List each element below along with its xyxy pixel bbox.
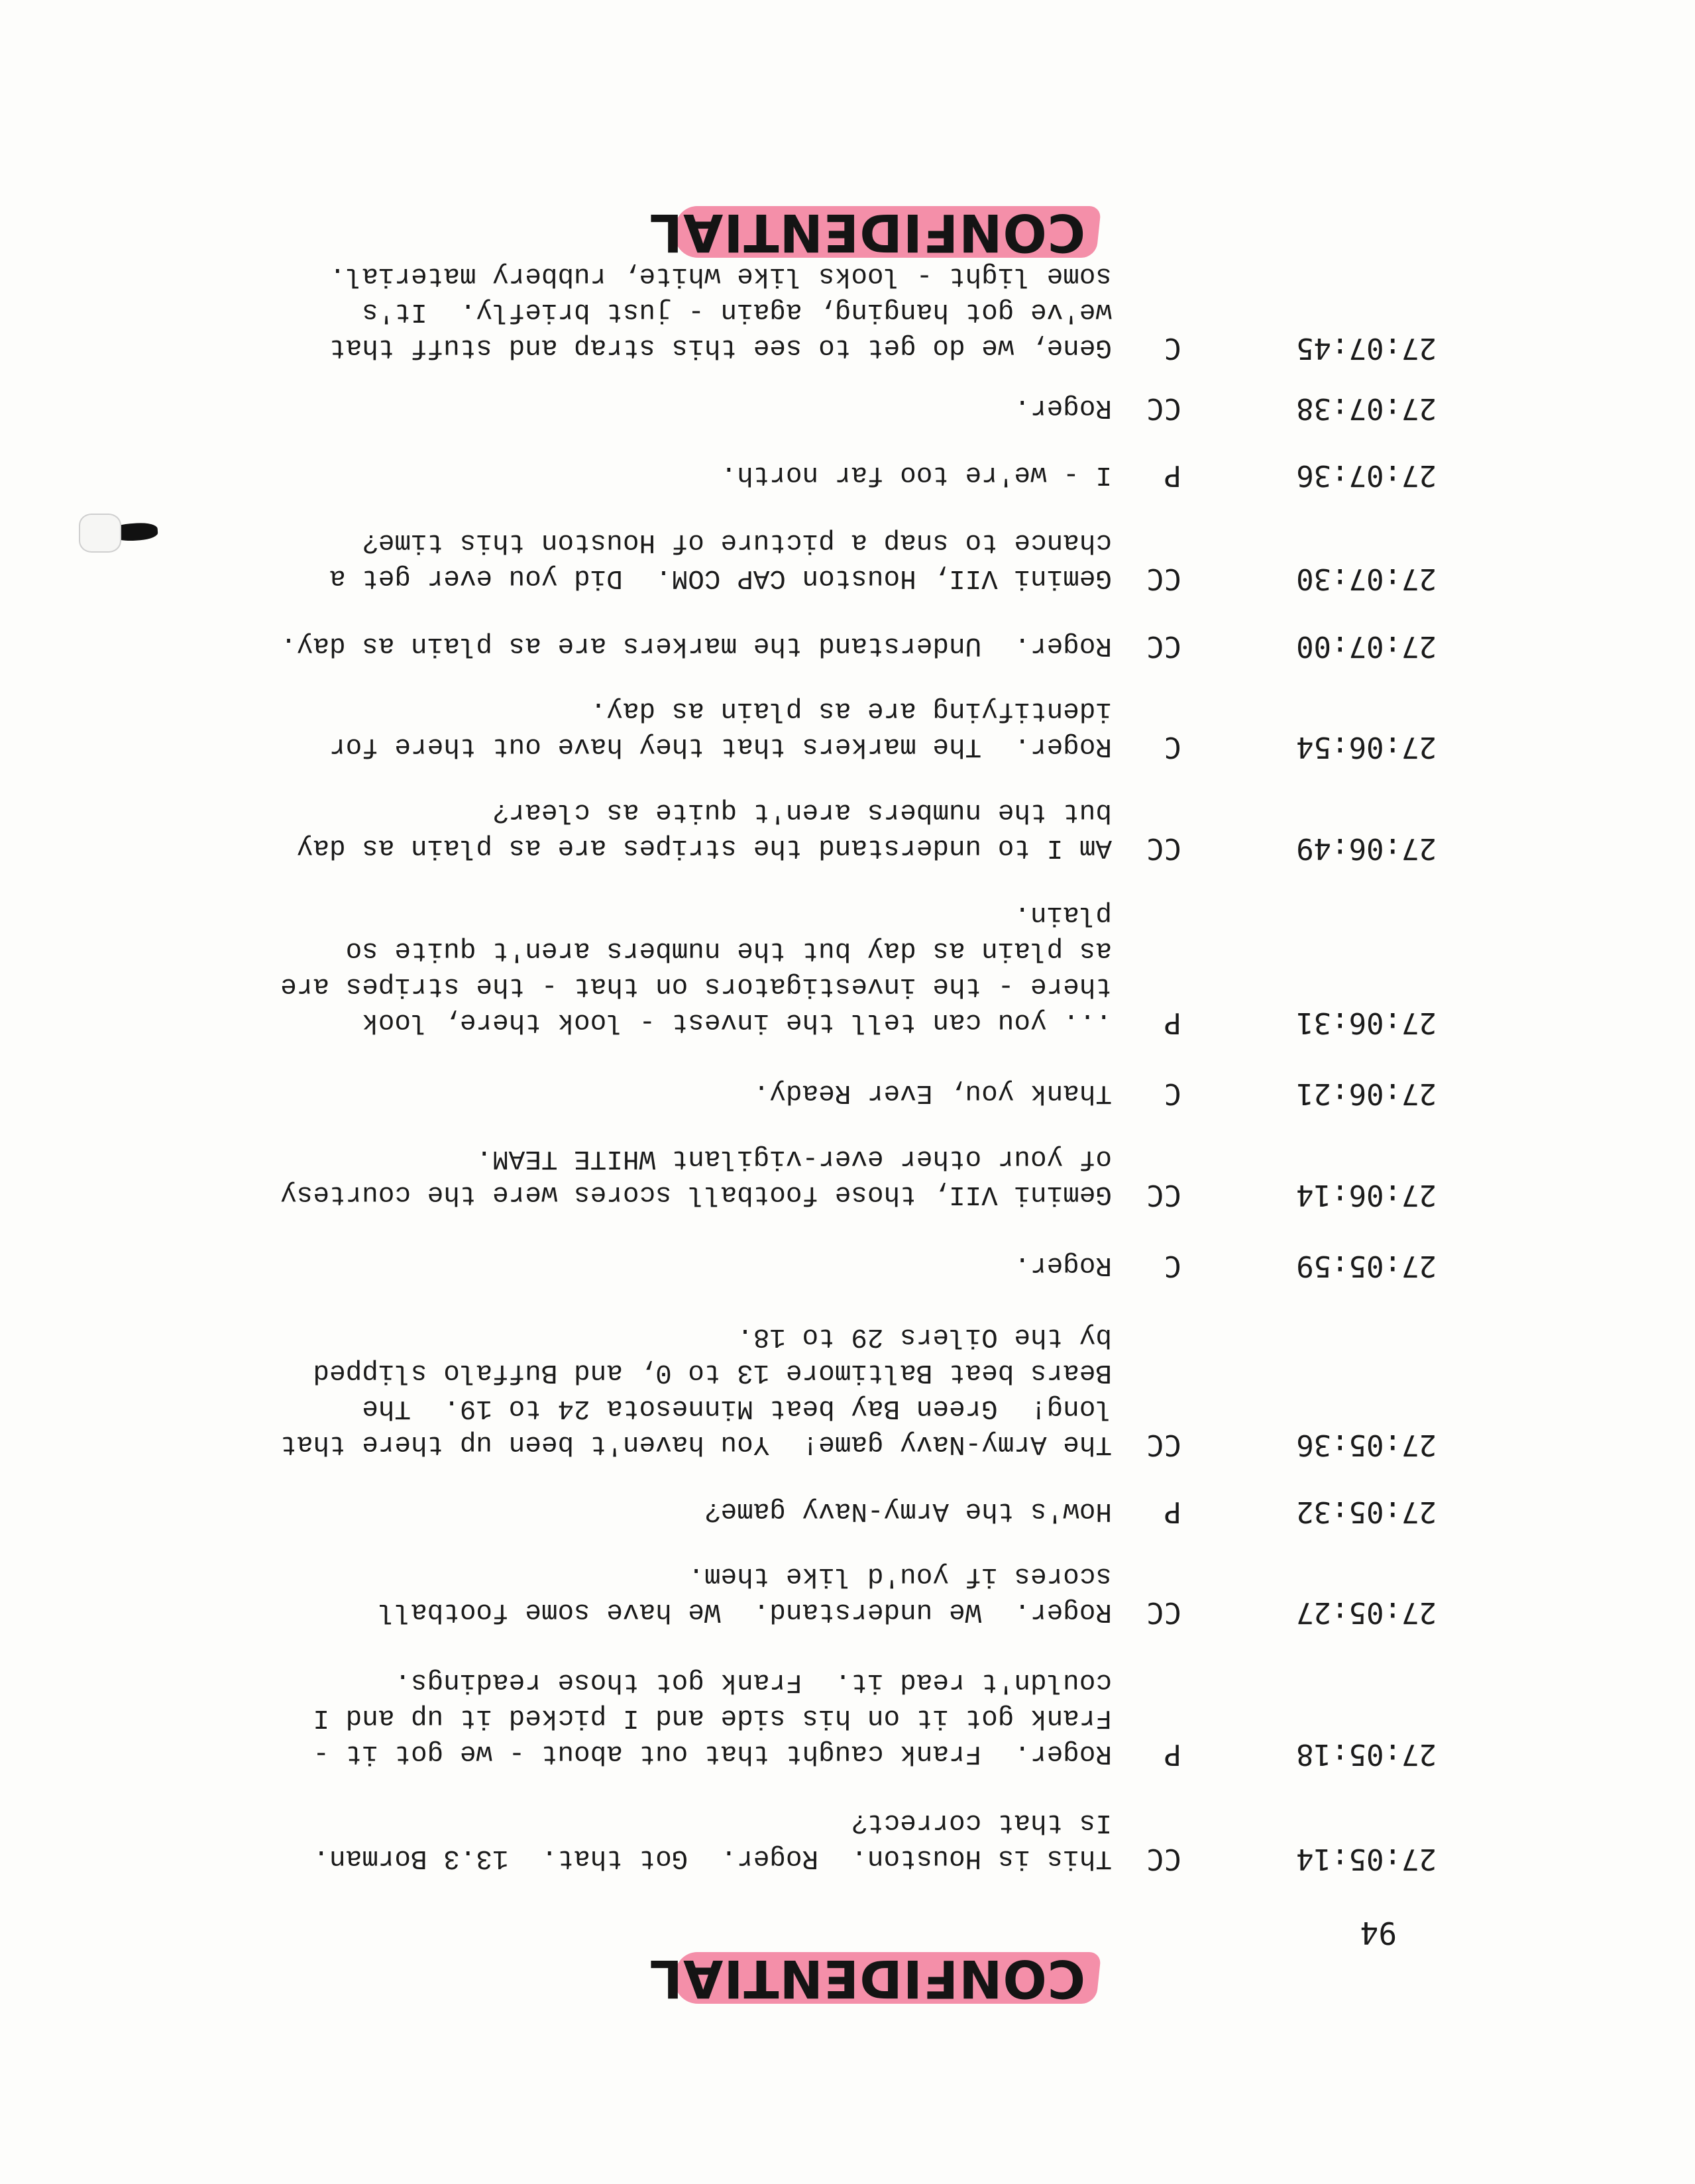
entry-text: Roger. Frank caught that out about - we got it - Frank got it on his side and I picked it up and I couldn't read it. Frank got those readings. (313, 1666, 1112, 1769)
entry-time: 27:07:38 (1296, 392, 1437, 425)
entry-speaker: C (1164, 1249, 1181, 1283)
entry-time: 27:06:54 (1296, 730, 1437, 764)
entry-text: Roger. The markers that they have out there for identifying are as plain as day. (329, 695, 1112, 761)
entry-speaker: P (1164, 459, 1181, 492)
entry-time: 27:05:18 (1296, 1737, 1437, 1771)
entry-speaker: P (1164, 1006, 1181, 1040)
entry-text: I - we're too far north. (720, 459, 1112, 490)
entry-time: 27:07:30 (1296, 562, 1437, 596)
entry-text: Am I to understand the stripes are as plain as day but the numbers aren't quite as clear? (296, 796, 1112, 863)
paper-mark (79, 514, 121, 553)
entry-speaker: C (1164, 331, 1181, 365)
entry-time: 27:05:14 (1296, 1842, 1437, 1876)
entry-text: ... you can tell the invest - look there, look there - the investigators on that - the stripes are as plain as day but the numbers aren't quite so plain. (280, 899, 1112, 1037)
entry-time: 27:06:31 (1296, 1006, 1437, 1040)
entry-time: 27:07:45 (1296, 331, 1437, 365)
entry-speaker: C (1164, 730, 1181, 764)
entry-time: 27:07:36 (1296, 459, 1437, 492)
confidential-label: CONFIDENTIAL (649, 1948, 1085, 2008)
entry-text: Roger. (1014, 392, 1112, 423)
entry-text: Gemini VII, those football scores were the courtesy of your other ever-vigilant WHITE TEAM. (280, 1143, 1112, 1209)
entry-time: 27:05:36 (1296, 1428, 1437, 1462)
entry-text: Roger. (1014, 1250, 1112, 1280)
entry-speaker: CC (1146, 562, 1181, 596)
entry-text: Gene, we do get to see this strap and stuff that we've got hanging, again - just briefly. It's some light - looks like white, rubbery material. (329, 260, 1112, 362)
entry-time: 27:05:59 (1296, 1249, 1437, 1283)
confidential-label: CONFIDENTIAL (649, 202, 1085, 262)
entry-time: 27:06:14 (1296, 1178, 1437, 1212)
entry-speaker: CC (1146, 392, 1181, 425)
entry-text: Thank you, Ever Ready. (753, 1077, 1112, 1108)
entry-time: 27:06:49 (1296, 832, 1437, 865)
entry-text: How's the Army-Navy game? (704, 1496, 1112, 1526)
page-number: 94 (1360, 1915, 1397, 1951)
entry-speaker: CC (1146, 1596, 1181, 1629)
entry-speaker: CC (1146, 1178, 1181, 1212)
entry-speaker: C (1164, 1077, 1181, 1111)
entry-speaker: CC (1146, 1428, 1181, 1462)
entry-time: 27:05:32 (1296, 1495, 1437, 1529)
entry-speaker: CC (1146, 1842, 1181, 1876)
entry-time: 27:05:27 (1296, 1596, 1437, 1629)
entry-text: The Army-Navy game! You haven't been up there that long! Green Bay beat Minnesota 24 to 19. The Bears beat Baltimore 13 to 0, and Buffalo slipped by the Oilers 29 to 18. (280, 1321, 1112, 1459)
entry-speaker: P (1164, 1737, 1181, 1771)
entry-speaker: P (1164, 1495, 1181, 1529)
entry-speaker: CC (1146, 629, 1181, 663)
entry-speaker: CC (1146, 832, 1181, 865)
entry-time: 27:07:00 (1296, 629, 1437, 663)
entry-text: This is Houston. Roger. Got that. 13.3 Borman. Is that correct? (313, 1807, 1112, 1873)
entry-text: Roger. We understand. We have some football scores if you'd like them. (378, 1560, 1112, 1627)
entry-time: 27:06:21 (1296, 1077, 1437, 1111)
entry-text: Gemini VII, Houston CAP COM. Did you ever get a chance to snap a picture of Houston this time? (329, 527, 1112, 593)
confidential-stamp-bottom (649, 193, 1085, 266)
entry-text: Roger. Understand the markers are as plain as day. (280, 630, 1112, 661)
